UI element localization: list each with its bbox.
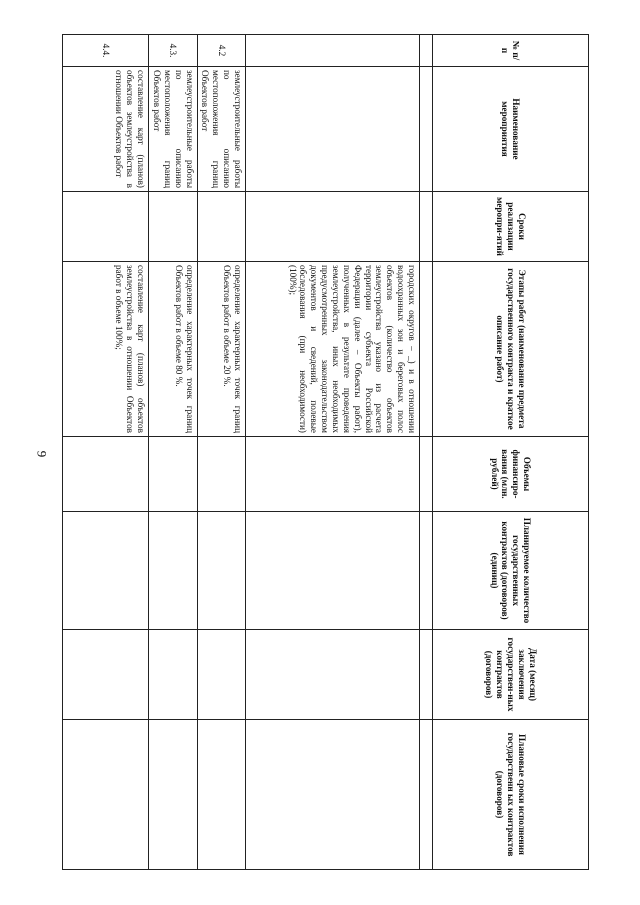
table-header-row [433, 35, 589, 870]
row-number: 4.2 [197, 35, 245, 67]
row-funding [63, 437, 149, 512]
row-number: 4.4. [63, 35, 149, 67]
col-header-measure-name: Наименование мероприятия [433, 67, 589, 192]
table-row [197, 35, 245, 870]
row-number [246, 35, 420, 67]
row-terms [149, 192, 197, 262]
row-measure-name: составление карт (планов) объектов землеустройства в отношении Объектов работ [63, 67, 149, 192]
row-stages: определение характерных точек границ Объектов работ в объеме 80 %. [149, 262, 197, 437]
col-header-contract-count: Планируемое количество государственных контрактов (договоров) (единиц) [433, 512, 589, 630]
table-row [246, 35, 420, 870]
col-header-funding: Объемы финансиро-вания (млн. рублей) [433, 437, 589, 512]
measures-table [62, 34, 589, 870]
row-contract-date [197, 630, 245, 720]
row-contract-count [246, 512, 420, 630]
col-header-terms: Сроки реализации меропри-ятий [433, 192, 589, 262]
table-row [63, 35, 149, 870]
col-header-contract-date: Дата (месяц) заключения государствен-ных контрактов (договоров) [433, 630, 589, 720]
row-contract-date [246, 630, 420, 720]
row-stages: определение характерных точек границ Объектов работ в объеме 20 %. [197, 262, 245, 437]
row-contract-count [197, 512, 245, 630]
row-number: 4.3. [149, 35, 197, 67]
row-measure-name: землеустроительные работы по описанию местоположения границ Объектов работ [197, 67, 245, 192]
row-contract-date [63, 630, 149, 720]
row-contract-date [149, 630, 197, 720]
col-header-number: № п/п [433, 35, 589, 67]
row-funding [149, 437, 197, 512]
row-funding [246, 437, 420, 512]
row-terms [197, 192, 245, 262]
rotated-table-wrapper [72, 34, 589, 869]
row-deadline [246, 720, 420, 870]
row-deadline [197, 720, 245, 870]
row-contract-count [149, 512, 197, 630]
table-spacer-row [420, 35, 433, 870]
row-stages: городских округов – _) и в отношении водоохранных зон и береговых полос объектов (количество объектов землеустройства указано из расчета территории субъекта Российской Федерации (далее – Объекты работ), полученных в результате проведения землеустройства, иных необходимых предусмотренных законодательством документов и сведений, полевые обследования (при необходимости) (100%); [246, 262, 420, 437]
row-terms [63, 192, 149, 262]
row-contract-count [63, 512, 149, 630]
table-row [149, 35, 197, 870]
row-stages: составление карт (планов) объектов землеустройства в отношении Объектов работ в объеме 100%; [63, 262, 149, 437]
col-header-deadlines: Плановые сроки исполнения государственн ых контрактов (договоров) [433, 720, 589, 870]
row-deadline [149, 720, 197, 870]
row-measure-name: землеустроительные работы по описанию местоположения границ Объектов работ [149, 67, 197, 192]
row-funding [197, 437, 245, 512]
col-header-stages: Этапы работ (наименование предмета государственного контракта и краткое описание работ) [433, 262, 589, 437]
row-terms [246, 192, 420, 262]
page-number: 9 [34, 450, 50, 458]
row-deadline [63, 720, 149, 870]
row-measure-name [246, 67, 420, 192]
